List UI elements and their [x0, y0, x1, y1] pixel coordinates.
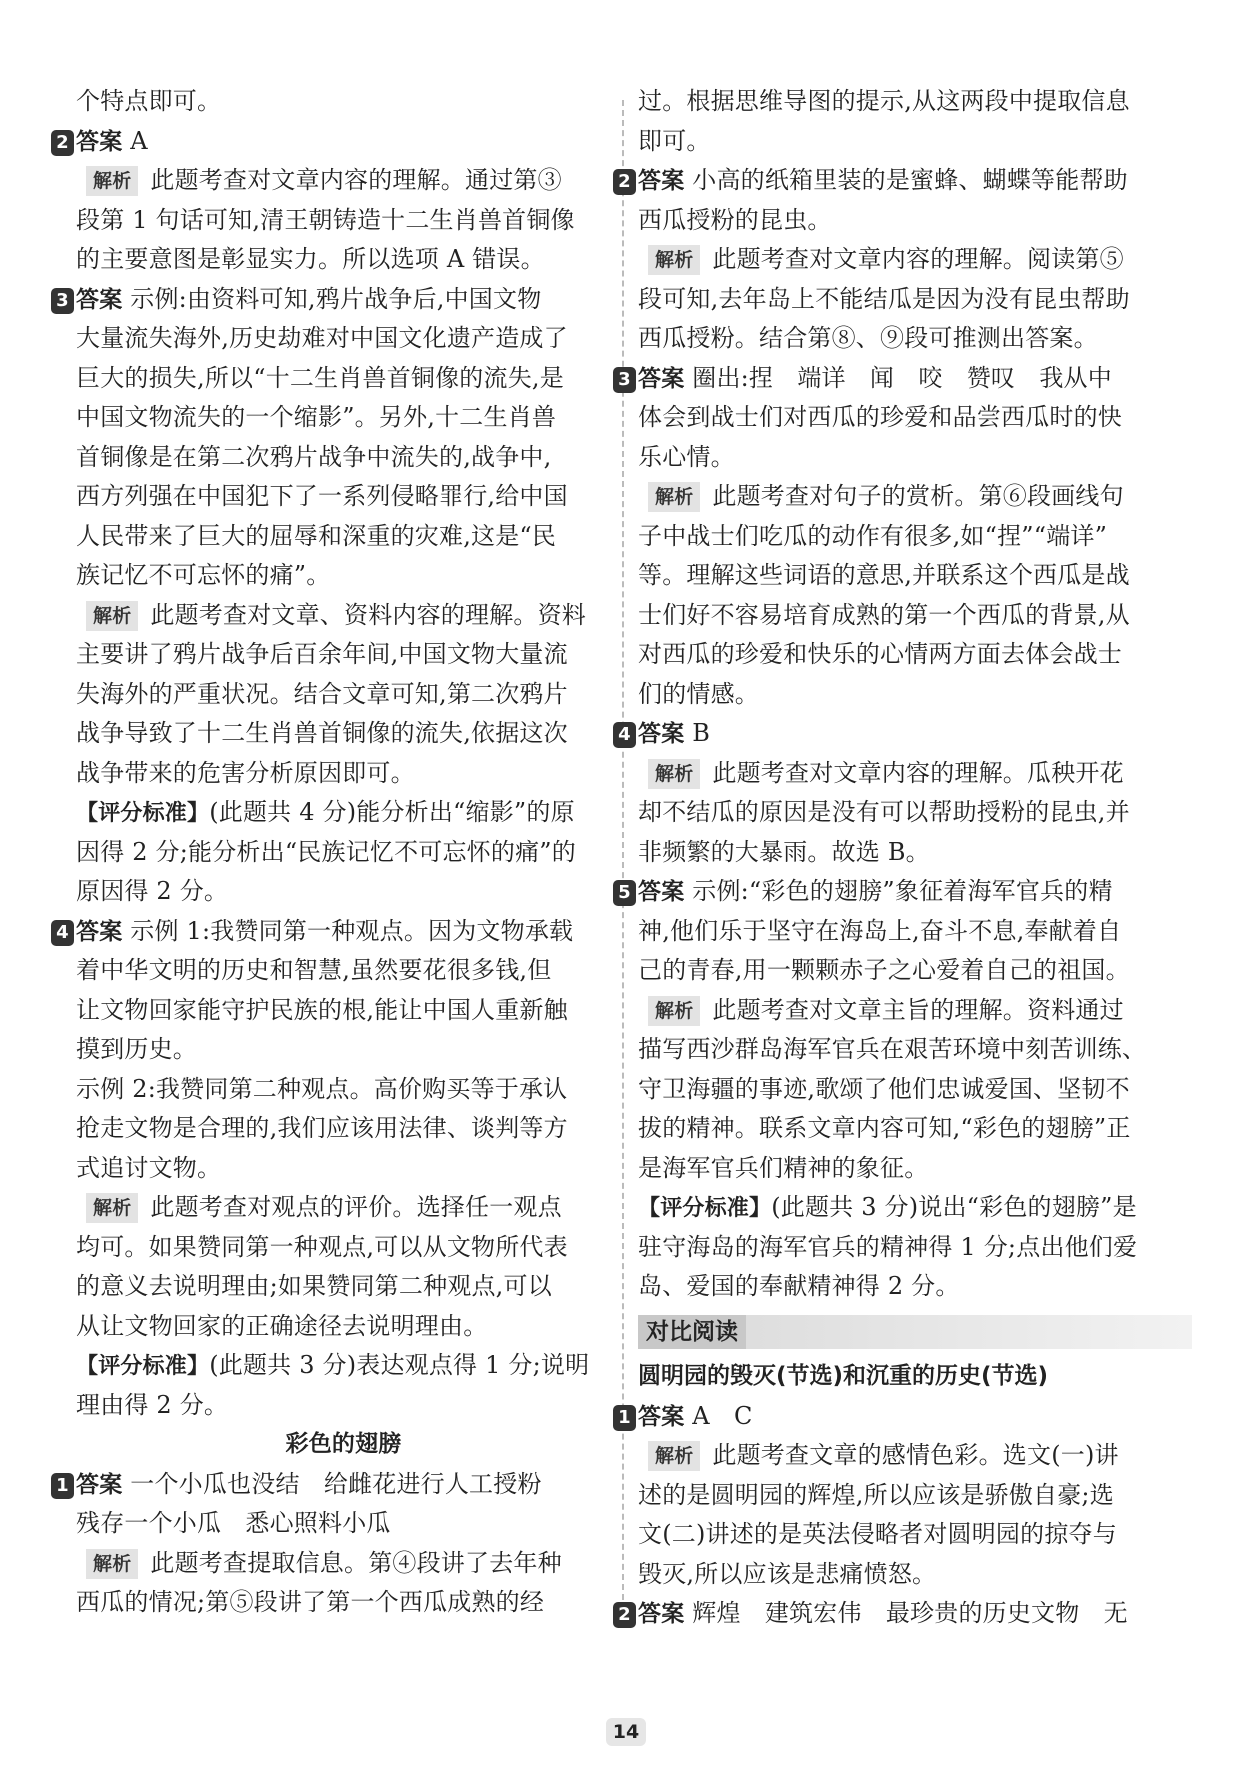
analysis-text: 此题考查文章的感情色彩。选文(一)讲 — [712, 1441, 1119, 1469]
text-line: 因得 2 分;能分析出“民族记忆不可忘怀的痛”的 — [76, 837, 576, 866]
section-banner — [638, 1315, 1192, 1349]
text-line: 中国文物流失的一个缩影”。另外,十二生肖兽 — [76, 403, 557, 431]
analysis-label: 解析 — [86, 1549, 138, 1579]
text-line: 理由得 2 分。 — [76, 1390, 229, 1419]
article-title: 圆明园的毁灭(节选)和沉重的历史(节选) — [638, 1362, 1049, 1389]
page-number: 14 — [606, 1718, 646, 1746]
analysis-text: 此题考查对观点的评价。选择任一观点 — [150, 1193, 562, 1221]
answer-label: 答案 — [638, 365, 685, 392]
text-line: 西瓜授粉的昆虫。 — [638, 205, 832, 234]
answer-label: 答案 — [76, 286, 123, 313]
text-line: 摸到历史。 — [76, 1035, 197, 1063]
text-line: 西瓜的情况;第⑤段讲了第一个西瓜成熟的经 — [76, 1588, 545, 1616]
answer-label: 答案 — [76, 918, 123, 945]
analysis-line — [638, 240, 1192, 280]
question-number: 2 — [51, 130, 74, 156]
answer-q3 — [56, 280, 611, 320]
text-line: 士们好不容易培育成熟的第一个西瓜的背景,从 — [638, 600, 1130, 629]
right-column — [618, 82, 1192, 1634]
text-line: 述的是圆明园的辉煌,所以应该是骄傲自豪;选 — [638, 1480, 1114, 1509]
text-line: 从让文物回家的正确途径去说明理由。 — [76, 1311, 488, 1340]
answer-p1 — [56, 1465, 611, 1505]
text-line: 原因得 2 分。 — [76, 877, 229, 905]
answer-q4 — [56, 912, 611, 952]
analysis-label: 解析 — [648, 245, 700, 275]
text-line: 西方列强在中国犯下了一系列侵略罪行,给中国 — [76, 482, 568, 510]
text-line: 描写西沙群岛海军官兵在艰苦环境中刻苦训练、 — [638, 1035, 1147, 1063]
analysis-label: 解析 — [86, 601, 138, 631]
text-line: 守卫海疆的事迹,歌颂了他们忠诚爱国、坚韧不 — [638, 1074, 1130, 1103]
text-line: 对西瓜的珍爱和快乐的心情两方面去体会战士 — [638, 640, 1122, 668]
answer-text: B — [692, 719, 711, 747]
answer-p5 — [618, 872, 1192, 912]
answer-text: 圈出:捏 端详 闻 咬 赞叹 我从中 — [692, 363, 1112, 392]
question-number: 4 — [613, 722, 636, 748]
text-line: 非频繁的大暴雨。故选 B。 — [638, 837, 930, 866]
text-line: 个特点即可。 — [76, 87, 222, 115]
analysis-text: 此题考查对文章主旨的理解。资料通过 — [712, 995, 1124, 1024]
analysis-text: 此题考查对文章、资料内容的理解。资料 — [150, 600, 587, 629]
question-number: 3 — [613, 367, 636, 393]
text-line: 战争导致了十二生肖兽首铜像的流失,依据这次 — [76, 719, 568, 747]
answer-label: 答案 — [76, 1471, 123, 1498]
section-title: 彩色的翅膀 — [285, 1431, 402, 1457]
text-line: 大量流失海外,历史劫难对中国文化遗产造成了 — [76, 324, 568, 352]
answer-label: 答案 — [638, 879, 685, 905]
analysis-text: 此题考查对文章内容的理解。瓜秧开花 — [712, 758, 1124, 787]
text-line: 让文物回家能守护民族的根,能让中国人重新触 — [76, 995, 568, 1024]
score-label: 【评分标准】 — [638, 1196, 772, 1221]
answer-text: 示例 1:我赞同第一种观点。因为文物承载 — [130, 916, 574, 945]
section-tag: 对比阅读 — [638, 1315, 746, 1349]
text-line: 抢走文物是合理的,我们应该用法律、谈判等方 — [76, 1114, 568, 1142]
answer-text: 示例:“彩色的翅膀”象征着海军官兵的精 — [692, 877, 1113, 905]
answer-q2 — [56, 122, 611, 162]
score-line — [638, 1188, 1192, 1228]
analysis-label: 解析 — [86, 166, 138, 196]
analysis-line — [638, 1436, 1192, 1476]
analysis-label: 解析 — [648, 482, 700, 512]
analysis-line — [638, 991, 1192, 1031]
text-line: 们的情感。 — [638, 679, 759, 708]
answer-p2 — [618, 161, 1192, 201]
answer-text: A — [130, 126, 148, 155]
text-line: 族记忆不可忘怀的痛”。 — [76, 561, 331, 589]
text-line: 等。理解这些词语的意思,并联系这个西瓜是战 — [638, 561, 1130, 589]
analysis-line — [76, 1544, 611, 1584]
text-line: 子中战士们吃瓜的动作有很多,如“捏”“端详” — [638, 521, 1108, 550]
text-line: 过。根据思维导图的提示,从这两段中提取信息 — [638, 87, 1130, 115]
text-line: 式追讨文物。 — [76, 1153, 222, 1182]
text-line: 主要讲了鸦片战争后百余年间,中国文物大量流 — [76, 640, 568, 668]
analysis-label: 解析 — [648, 759, 700, 789]
text-line: 体会到战士们对西瓜的珍爱和品尝西瓜时的快 — [638, 403, 1122, 431]
analysis-line — [638, 477, 1192, 517]
score-text: (此题共 4 分)能分析出“缩影”的原 — [209, 798, 575, 826]
analysis-text: 此题考查对句子的赏析。第⑥段画线句 — [712, 482, 1124, 510]
question-number: 3 — [51, 288, 74, 314]
score-line — [76, 1346, 611, 1386]
text-line: 驻守海岛的海军官兵的精神得 1 分;点出他们爱 — [638, 1232, 1138, 1261]
text-line: 巨大的损失,所以“十二生肖兽首铜像的流失,是 — [76, 363, 564, 392]
question-number: 1 — [613, 1405, 636, 1431]
text-line: 人民带来了巨大的屈辱和深重的灾难,这是“民 — [76, 521, 557, 550]
score-label: 【评分标准】 — [76, 1354, 210, 1379]
text-line: 段第 1 句话可知,清王朝铸造十二生肖兽首铜像 — [76, 205, 575, 234]
text-line: 己的青春,用一颗颗赤子之心爱着自己的祖国。 — [638, 956, 1130, 984]
text-line: 战争带来的危害分析原因即可。 — [76, 758, 415, 787]
text-line: 神,他们乐于坚守在海岛上,奋斗不息,奉献着自 — [638, 916, 1122, 945]
text-line: 即可。 — [638, 126, 711, 155]
analysis-text: 此题考查对文章内容的理解。通过第③ — [150, 166, 562, 194]
answer-text: A C — [692, 1401, 753, 1430]
analysis-label: 解析 — [648, 1441, 700, 1471]
answer-label: 答案 — [638, 1601, 685, 1627]
score-text: (此题共 3 分)表达观点得 1 分;说明 — [209, 1351, 590, 1379]
question-number: 2 — [613, 169, 636, 195]
analysis-text: 此题考查提取信息。第④段讲了去年种 — [150, 1548, 562, 1577]
text-line: 乐心情。 — [638, 442, 735, 471]
text-line: 拔的精神。联系文章内容可知,“彩色的翅膀”正 — [638, 1114, 1131, 1142]
text-line: 是海军官兵们精神的象征。 — [638, 1153, 929, 1182]
score-text: (此题共 3 分)说出“彩色的翅膀”是 — [771, 1193, 1137, 1221]
score-line — [76, 793, 611, 833]
question-number: 1 — [51, 1473, 74, 1499]
text-line: 段可知,去年岛上不能结瓜是因为没有昆虫帮助 — [638, 284, 1130, 313]
score-label: 【评分标准】 — [76, 801, 210, 826]
question-number: 2 — [613, 1602, 636, 1628]
text-line: 残存一个小瓜 悉心照料小瓜 — [76, 1509, 391, 1537]
text-line: 首铜像是在第二次鸦片战争中流失的,战争中, — [76, 442, 552, 471]
text-line: 西瓜授粉。结合第⑧、⑨段可推测出答案。 — [638, 324, 1098, 352]
question-number: 4 — [51, 920, 74, 946]
answer-text: 一个小瓜也没结 给雌花进行人工授粉 — [130, 1469, 542, 1498]
answer-label: 答案 — [76, 128, 123, 155]
answer-text: 小高的纸箱里装的是蜜蜂、蝴蝶等能帮助 — [692, 166, 1128, 194]
text-line: 示例 2:我赞同第二种观点。高价购买等于承认 — [76, 1074, 568, 1103]
text-line: 均可。如果赞同第一种观点,可以从文物所代表 — [76, 1232, 568, 1261]
analysis-line — [638, 754, 1192, 794]
analysis-label: 解析 — [648, 996, 700, 1026]
answer-label: 答案 — [638, 1403, 685, 1430]
answer-text: 辉煌 建筑宏伟 最珍贵的历史文物 无 — [692, 1599, 1128, 1627]
left-column — [56, 82, 611, 1623]
analysis-line — [76, 1188, 611, 1228]
answer-p3 — [618, 359, 1192, 399]
text-line: 却不结瓜的原因是没有可以帮助授粉的昆虫,并 — [638, 798, 1130, 826]
answer-s1 — [618, 1397, 1192, 1437]
text-line: 岛、爱国的奉献精神得 2 分。 — [638, 1272, 960, 1300]
text-line: 毁灭,所以应该是悲痛愤怒。 — [638, 1559, 937, 1588]
text-line: 文(二)讲述的是英法侵略者对圆明园的掠夺与 — [638, 1520, 1117, 1548]
answer-p4 — [618, 714, 1192, 754]
text-line: 的主要意图是彰显实力。所以选项 A 错误。 — [76, 245, 545, 273]
analysis-label: 解析 — [86, 1193, 138, 1223]
question-number: 5 — [613, 880, 636, 906]
analysis-line — [76, 596, 611, 636]
answer-s2 — [618, 1594, 1192, 1634]
analysis-text: 此题考查对文章内容的理解。阅读第⑤ — [712, 245, 1124, 273]
text-line: 着中华文明的历史和智慧,虽然要花很多钱,但 — [76, 956, 552, 984]
analysis-line — [76, 161, 611, 201]
text-line: 失海外的严重状况。结合文章可知,第二次鸦片 — [76, 679, 568, 708]
column-divider — [622, 100, 624, 1600]
answer-label: 答案 — [638, 168, 685, 194]
text-line: 的意义去说明理由;如果赞同第二种观点,可以 — [76, 1272, 552, 1300]
answer-text: 示例:由资料可知,鸦片战争后,中国文物 — [130, 284, 542, 313]
answer-label: 答案 — [638, 721, 685, 747]
